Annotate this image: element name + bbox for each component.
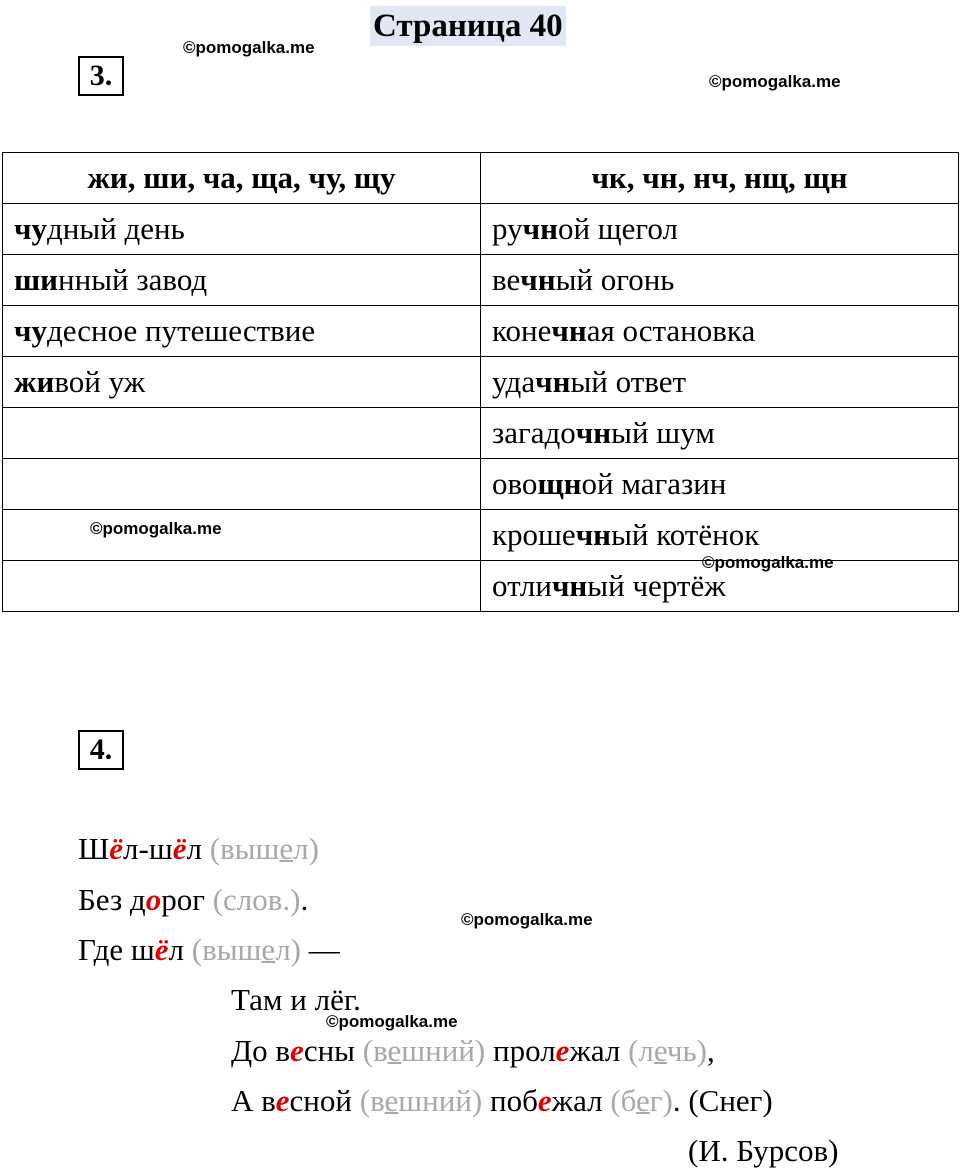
column-header-left: жи, ши, ча, ща, чу, щу [3, 153, 481, 204]
left-cell: живой уж [3, 357, 481, 408]
hint: (лечь) [628, 1033, 707, 1068]
right-cell: отличный чертёж [481, 561, 959, 612]
left-cell-empty [3, 459, 481, 510]
hint: (вышел) [191, 932, 301, 967]
right-cell: загадочный шум [481, 408, 959, 459]
hint: (вышел) [209, 831, 319, 866]
task-number-4: 4. [78, 730, 124, 770]
watermark: ©pomogalka.me [326, 1012, 458, 1031]
table-header-row [3, 153, 959, 204]
hint: (бег) [610, 1083, 673, 1118]
right-cell: конечная остановка [481, 306, 959, 357]
poem-author: (И. Бурсов) [688, 1133, 839, 1168]
left-cell: чудный день [3, 204, 481, 255]
right-cell: ручной щегол [481, 204, 959, 255]
watermark: ©pomogalka.me [90, 519, 222, 538]
poem-line: Шёл-шёл (вышел) [78, 831, 319, 866]
table-row [3, 459, 959, 510]
column-header-right: чк, чн, нч, нщ, щн [481, 153, 959, 204]
task-number-3: 3. [78, 56, 124, 96]
right-cell: вечный огонь [481, 255, 959, 306]
watermark: ©pomogalka.me [461, 910, 593, 929]
left-cell-empty [3, 510, 481, 561]
watermark: ©pomogalka.me [183, 38, 315, 57]
table-row [3, 357, 959, 408]
poem-line: А весной (вешний) побежал (бег). (Снег) [231, 1083, 773, 1118]
right-cell: удачный ответ [481, 357, 959, 408]
table-row [3, 255, 959, 306]
poem-line: Там и лёг. [231, 982, 361, 1017]
table-row [3, 204, 959, 255]
hint: (вешний) [362, 1033, 486, 1068]
page-title: Страница 40 [370, 6, 566, 46]
hint: (слов.) [212, 882, 301, 917]
table-row [3, 408, 959, 459]
left-cell-empty [3, 561, 481, 612]
watermark: ©pomogalka.me [702, 553, 834, 572]
poem-line: Где шёл (вышел) — [78, 932, 340, 967]
left-cell: чудесное путешествие [3, 306, 481, 357]
poem-line: До весны (вешний) пролежал (лечь), [231, 1033, 715, 1068]
right-cell: крошечный котёнок [481, 510, 959, 561]
table-row [3, 306, 959, 357]
watermark: ©pomogalka.me [709, 72, 841, 91]
words-table [2, 152, 959, 612]
left-cell-empty [3, 408, 481, 459]
right-cell: овощной магазин [481, 459, 959, 510]
left-cell: шинный завод [3, 255, 481, 306]
hint: (вешний) [359, 1083, 483, 1118]
poem-line: Без дорог (слов.). [78, 882, 309, 917]
